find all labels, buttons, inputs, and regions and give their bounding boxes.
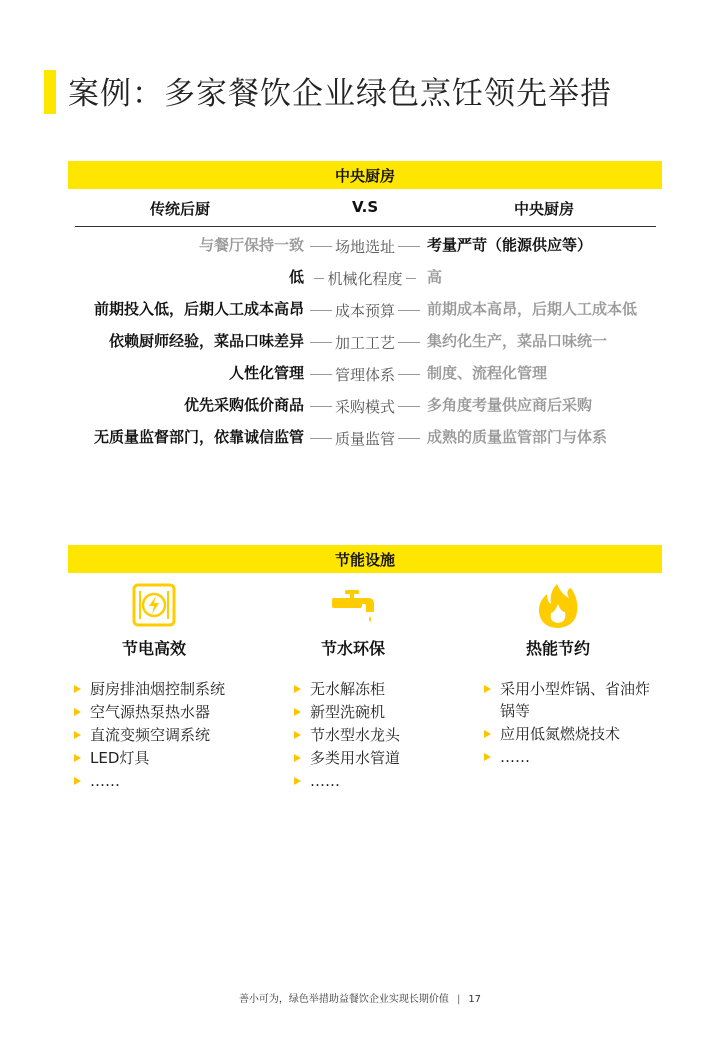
row-mid-label: 加工工艺 (306, 332, 424, 353)
heat-saving-list (484, 678, 654, 769)
list-item: LED灯具 (74, 747, 264, 769)
title-accent-bar (44, 70, 56, 114)
energy-saving-banner: 节能设施 (68, 545, 662, 573)
row-mid-label: 机械化程度 (306, 268, 424, 289)
row-left-text: 无质量监督部门，依靠诚信监管 (93, 428, 304, 446)
bullet-arrow-icon (74, 777, 81, 785)
comparison-row-mechanization (0, 266, 720, 290)
comparison-row-quality (0, 426, 720, 450)
list-item: 节水型水龙头 (294, 724, 454, 746)
flame-icon (535, 582, 581, 630)
bullet-arrow-icon (294, 685, 301, 693)
row-left-text: 前期投入低，后期人工成本高昂 (93, 300, 304, 318)
feature-title: 节水环保 (320, 639, 385, 658)
header-divider (75, 226, 656, 227)
list-item: 直流变频空调系统 (74, 724, 264, 746)
feature-heat-saving (458, 582, 658, 659)
power-saving-list (74, 678, 264, 793)
list-item: 多类用水管道 (294, 747, 454, 769)
bullet-arrow-icon (74, 685, 81, 693)
list-item: 新型洗碗机 (294, 701, 454, 723)
comparison-row-process (0, 330, 720, 354)
list-item: …… (484, 746, 654, 768)
row-right-text: 多角度考量供应商后采购 (427, 396, 593, 414)
header-vs: V.S (352, 198, 379, 216)
bullet-arrow-icon (74, 708, 81, 716)
central-kitchen-banner: 中央厨房 (68, 161, 662, 189)
row-left-text: 低 (288, 268, 304, 286)
row-right-text: 高 (427, 268, 443, 286)
bullet-arrow-icon (74, 731, 81, 739)
power-saving-icon (131, 582, 177, 628)
list-item: 厨房排油烟控制系统 (74, 678, 264, 700)
row-mid-label: 质量监管 (306, 428, 424, 449)
row-right-text: 成熟的质量监管部门与体系 (427, 428, 608, 446)
row-mid-label: 成本预算 (306, 300, 424, 321)
row-mid-label: 采购模式 (306, 396, 424, 417)
list-item: …… (74, 770, 264, 792)
row-right-text: 集约化生产，菜品口味统一 (427, 332, 608, 350)
list-item: …… (294, 770, 454, 792)
row-left-text: 依赖厨师经验，菜品口味差异 (108, 332, 304, 350)
bullet-arrow-icon (484, 753, 491, 761)
bullet-arrow-icon (74, 754, 81, 762)
row-left-text: 人性化管理 (228, 364, 304, 382)
page-title: 案例：多家餐饮企业绿色烹饪领先举措 (68, 76, 612, 112)
comparison-row-procurement (0, 394, 720, 418)
footer-separator: | (456, 994, 461, 1005)
feature-water-saving (253, 582, 453, 659)
bullet-arrow-icon (294, 754, 301, 762)
row-left-text: 与餐厅保持一致 (198, 236, 304, 254)
bullet-arrow-icon (484, 685, 491, 693)
row-left-text: 优先采购低价商品 (183, 396, 304, 414)
row-right-text: 制度、流程化管理 (427, 364, 548, 382)
header-traditional-kitchen: 传统后厨 (150, 200, 211, 218)
row-right-text: 考量严苛（能源供应等） (427, 236, 593, 254)
bullet-arrow-icon (294, 777, 301, 785)
comparison-row-site (0, 234, 720, 258)
list-item: 无水解冻柜 (294, 678, 454, 700)
list-item: 采用小型炸锅、省油炸锅等 (484, 678, 654, 722)
page-footer (0, 990, 720, 1005)
comparison-row-management (0, 362, 720, 386)
feature-title: 节电高效 (121, 639, 186, 658)
comparison-row-budget (0, 298, 720, 322)
bullet-arrow-icon (294, 708, 301, 716)
row-right-text: 前期成本高昂，后期人工成本低 (427, 300, 638, 318)
footer-text: 善小可为，绿色举措助益餐饮企业实现长期价值 (238, 994, 449, 1005)
water-saving-list (294, 678, 454, 793)
feature-title: 热能节约 (525, 639, 590, 658)
header-central-kitchen: 中央厨房 (514, 200, 575, 218)
feature-power-saving (54, 582, 254, 659)
list-item: 应用低氮燃烧技术 (484, 723, 654, 745)
bullet-arrow-icon (484, 730, 491, 738)
row-mid-label: 场地选址 (306, 236, 424, 257)
water-faucet-icon (328, 582, 378, 628)
bullet-arrow-icon (294, 731, 301, 739)
list-item: 空气源热泵热水器 (74, 701, 264, 723)
row-mid-label: 管理体系 (306, 364, 424, 385)
page-number: 17 (468, 994, 482, 1005)
